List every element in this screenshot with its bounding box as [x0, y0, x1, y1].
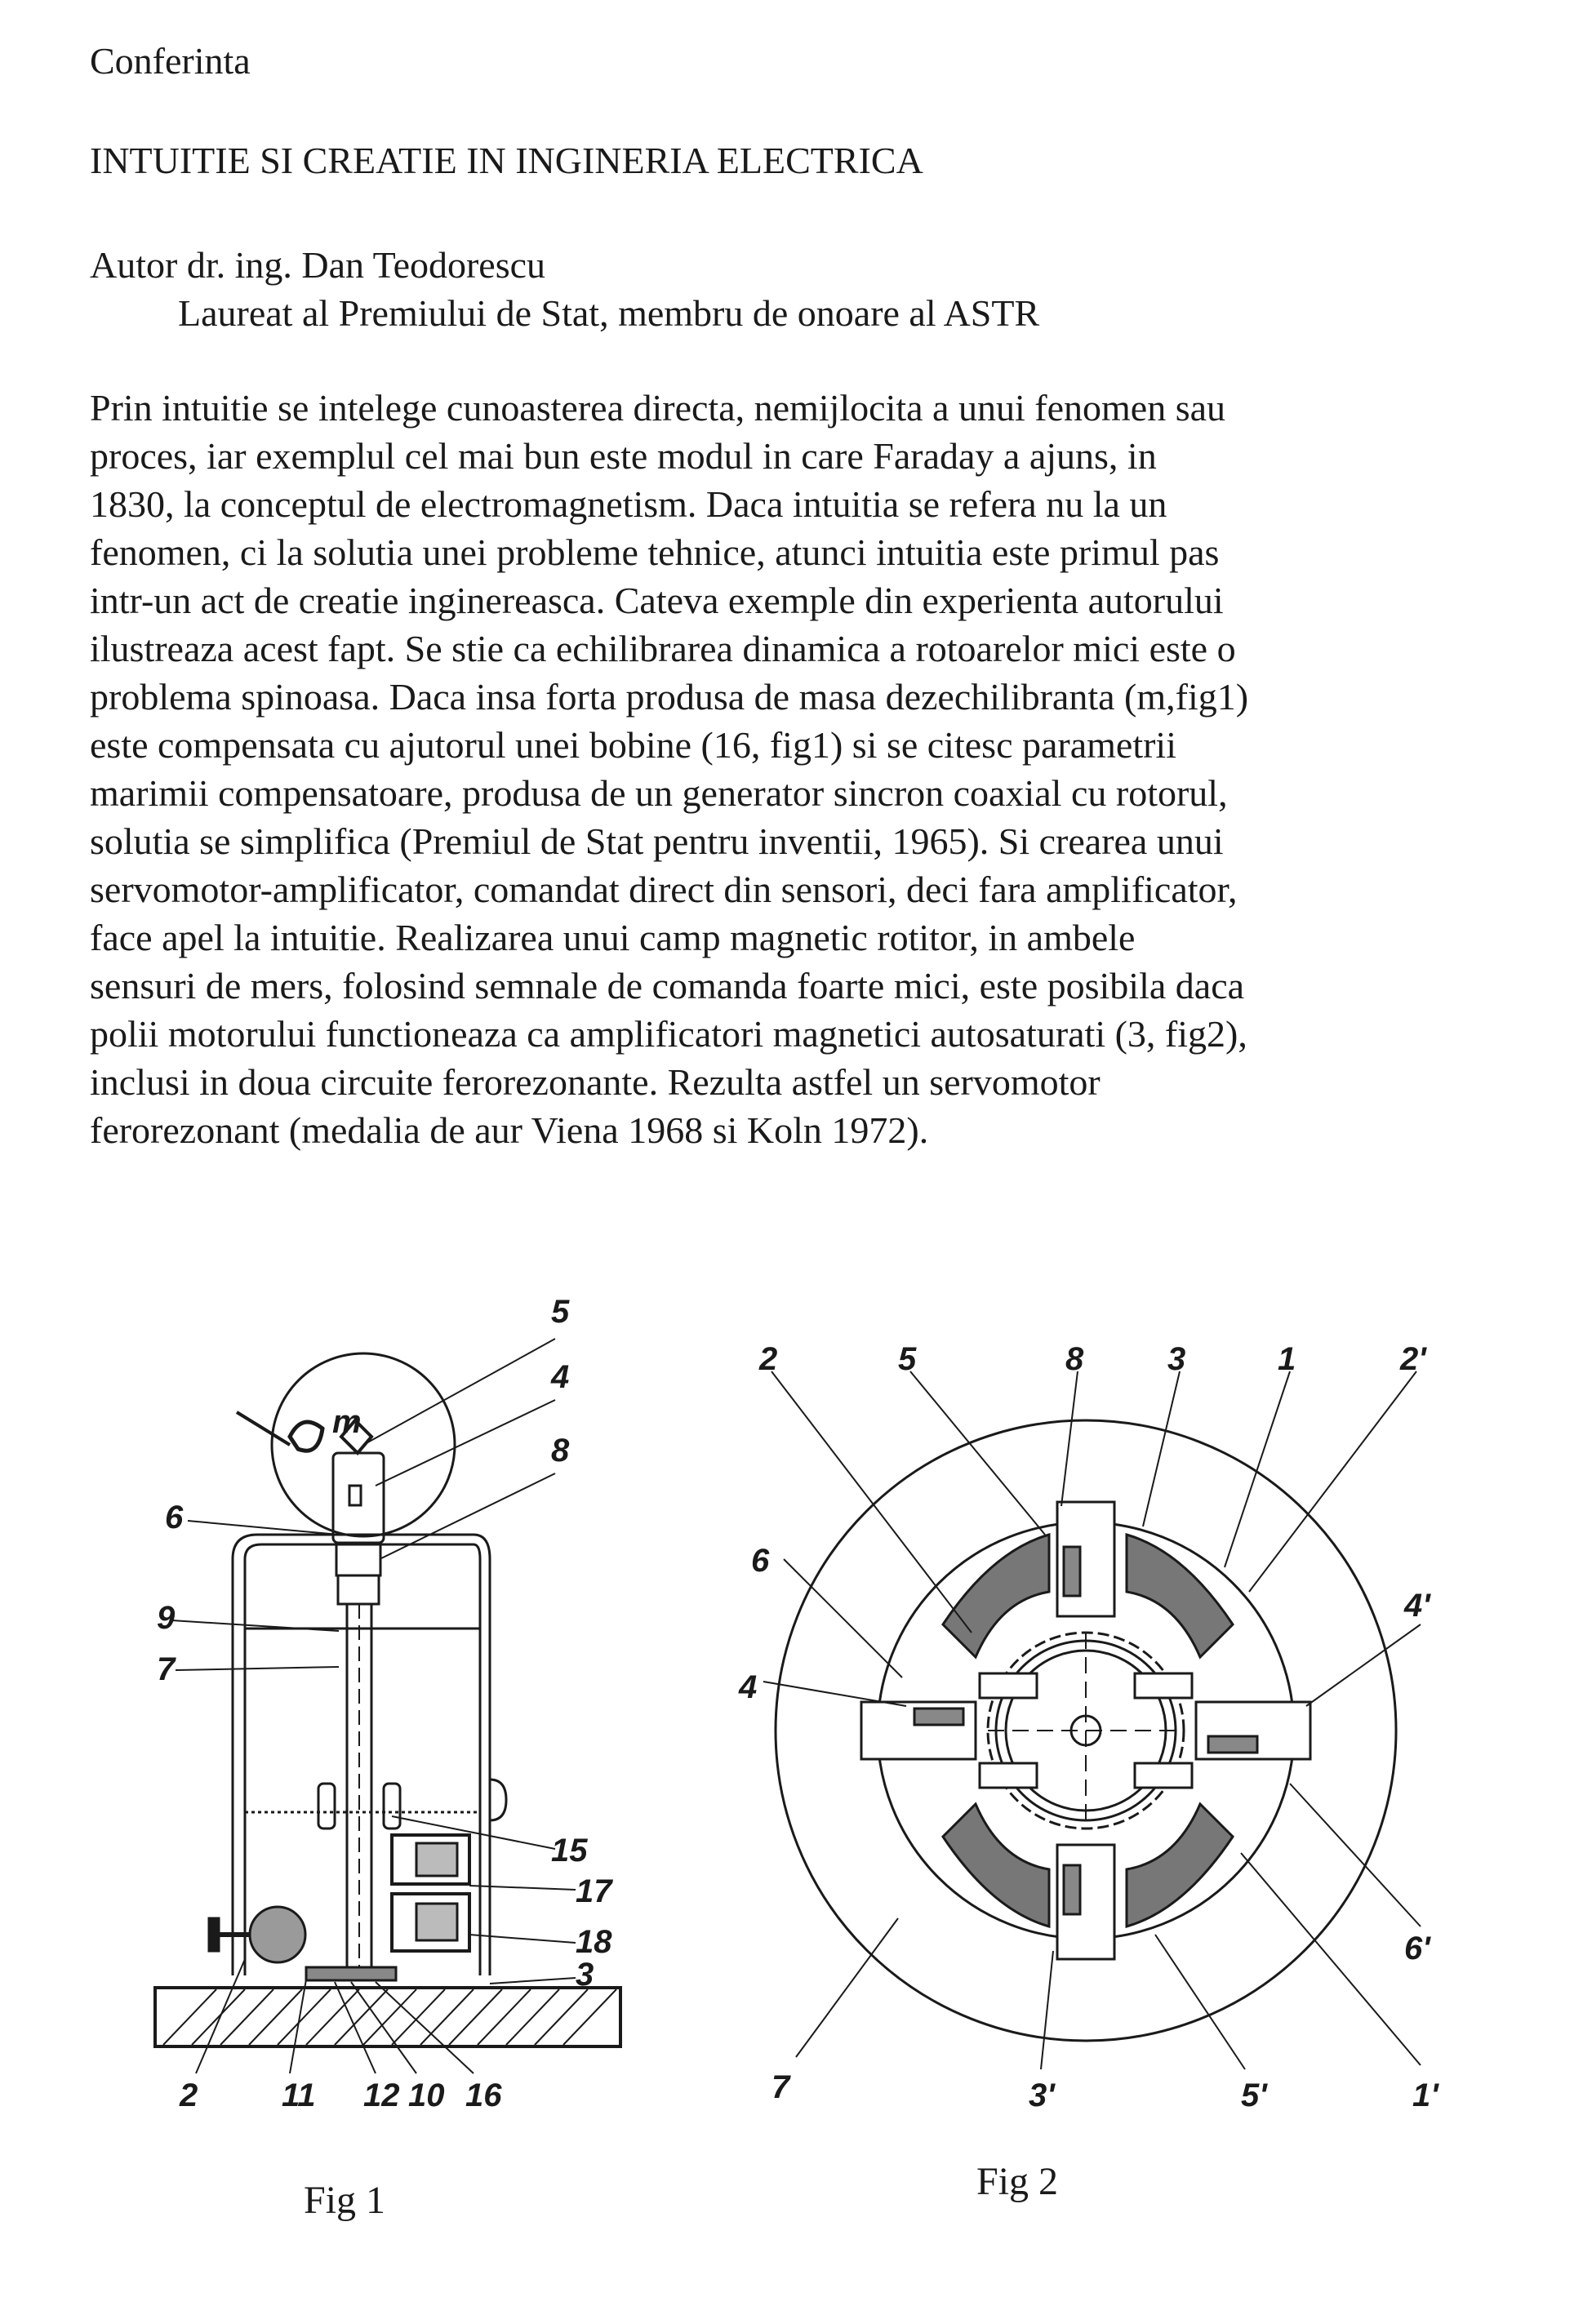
body-line: intr-un act de creatie inginereasca. Cateva exemple din experienta autorului	[90, 580, 1224, 621]
body-line: fenomen, ci la solutia unei probleme tehnice, atunci intuitia este primul pas	[90, 531, 1220, 573]
body-line: face apel la intuitie. Realizarea unui camp magnetic rotitor, in ambele	[90, 917, 1136, 958]
fig1-label: 12	[363, 2077, 400, 2113]
fig2-label: 1	[1278, 1341, 1296, 1377]
fig2-label: 6	[751, 1543, 770, 1579]
body-line: este compensata cu ajutorul unei bobine (16, fig1) si se citesc parametrii	[90, 724, 1176, 766]
fig1-label: 6	[165, 1500, 184, 1535]
fig1-label: 7	[157, 1651, 176, 1687]
body-line: proces, iar exemplul cel mai bun este modul in care Faraday a ajuns, in	[90, 435, 1157, 477]
fig1-label: 9	[157, 1600, 176, 1636]
fig1-label: 8	[551, 1433, 570, 1469]
fig1-caption: Fig 1	[304, 2179, 386, 2222]
fig1-label: 4	[551, 1359, 570, 1395]
fig1-label: 3	[576, 1957, 594, 1993]
fig2-label: 7	[771, 2069, 790, 2105]
body-line: marimii compensatoare, produsa de un generator sincron coaxial cu rotorul,	[90, 772, 1228, 814]
fig2-label: 4	[739, 1669, 758, 1705]
body-line: polii motorului functioneaza ca amplificatori magnetici autosaturati (3, fig2),	[90, 1013, 1247, 1055]
fig2-label: 3	[1167, 1341, 1186, 1377]
fig2-label: 5'	[1241, 2077, 1267, 2113]
fig1-label: 16	[465, 2077, 502, 2113]
body-line: Prin intuitie se intelege cunoasterea directa, nemijlocita a unui fenomen sau	[90, 387, 1226, 429]
body-line: sensuri de mers, folosind semnale de comanda foarte mici, este posibila daca	[90, 965, 1245, 1006]
fig1-label: 11	[282, 2077, 316, 2113]
body-line: problema spinoasa. Daca insa forta produsa de masa dezechilibranta (m,fig1)	[90, 676, 1249, 718]
fig2-label: 6'	[1404, 1931, 1430, 1966]
body-line: solutia se simplifica (Premiul de Stat pentru inventii, 1965). Si crearea unui	[90, 820, 1224, 862]
fig1-drawing	[131, 1290, 653, 2155]
body-line: 1830, la conceptul de electromagnetism. Daca intuitia se refera nu la un	[90, 483, 1167, 525]
fig2-label: 3'	[1029, 2077, 1055, 2113]
fig2-caption: Fig 2	[976, 2160, 1059, 2203]
body-line: servomotor-amplificator, comandat direct din sensori, deci fara amplificator,	[90, 869, 1238, 910]
fig1-label: 2	[180, 2077, 198, 2113]
fig2-drawing	[735, 1331, 1486, 2147]
fig1-label: 17	[576, 1873, 612, 1909]
body-line: inclusi in doua circuite ferorezonante. Rezulta astfel un servomotor	[90, 1061, 1101, 1103]
body-line: ilustreaza acest fapt. Se stie ca echilibrarea dinamica a rotoarelor mici este o	[90, 628, 1236, 669]
fig1-label: 5	[551, 1294, 570, 1330]
author-name: Autor dr. ing. Dan Teodorescu	[90, 244, 546, 286]
document-title: INTUITIE SI CREATIE IN INGINERIA ELECTRICA	[90, 140, 923, 181]
fig2-label: 2	[759, 1341, 778, 1377]
fig1-label: 15	[551, 1833, 588, 1869]
author-honors: Laureat al Premiului de Stat, membru de onoare al ASTR	[178, 292, 1040, 334]
conference-label: Conferinta	[90, 40, 251, 82]
fig2-label: 4'	[1404, 1588, 1430, 1624]
label-mass-m: m	[332, 1404, 362, 1440]
fig1-label: 10	[408, 2077, 445, 2113]
fig2-label: 2'	[1400, 1341, 1426, 1377]
fig1-label: 18	[576, 1924, 612, 1960]
body-line: ferorezonant (medalia de aur Viena 1968 si Koln 1972).	[90, 1109, 929, 1151]
fig2-label: 8	[1065, 1341, 1084, 1377]
fig2-label: 5	[898, 1341, 917, 1377]
fig2-label: 1'	[1412, 2077, 1438, 2113]
